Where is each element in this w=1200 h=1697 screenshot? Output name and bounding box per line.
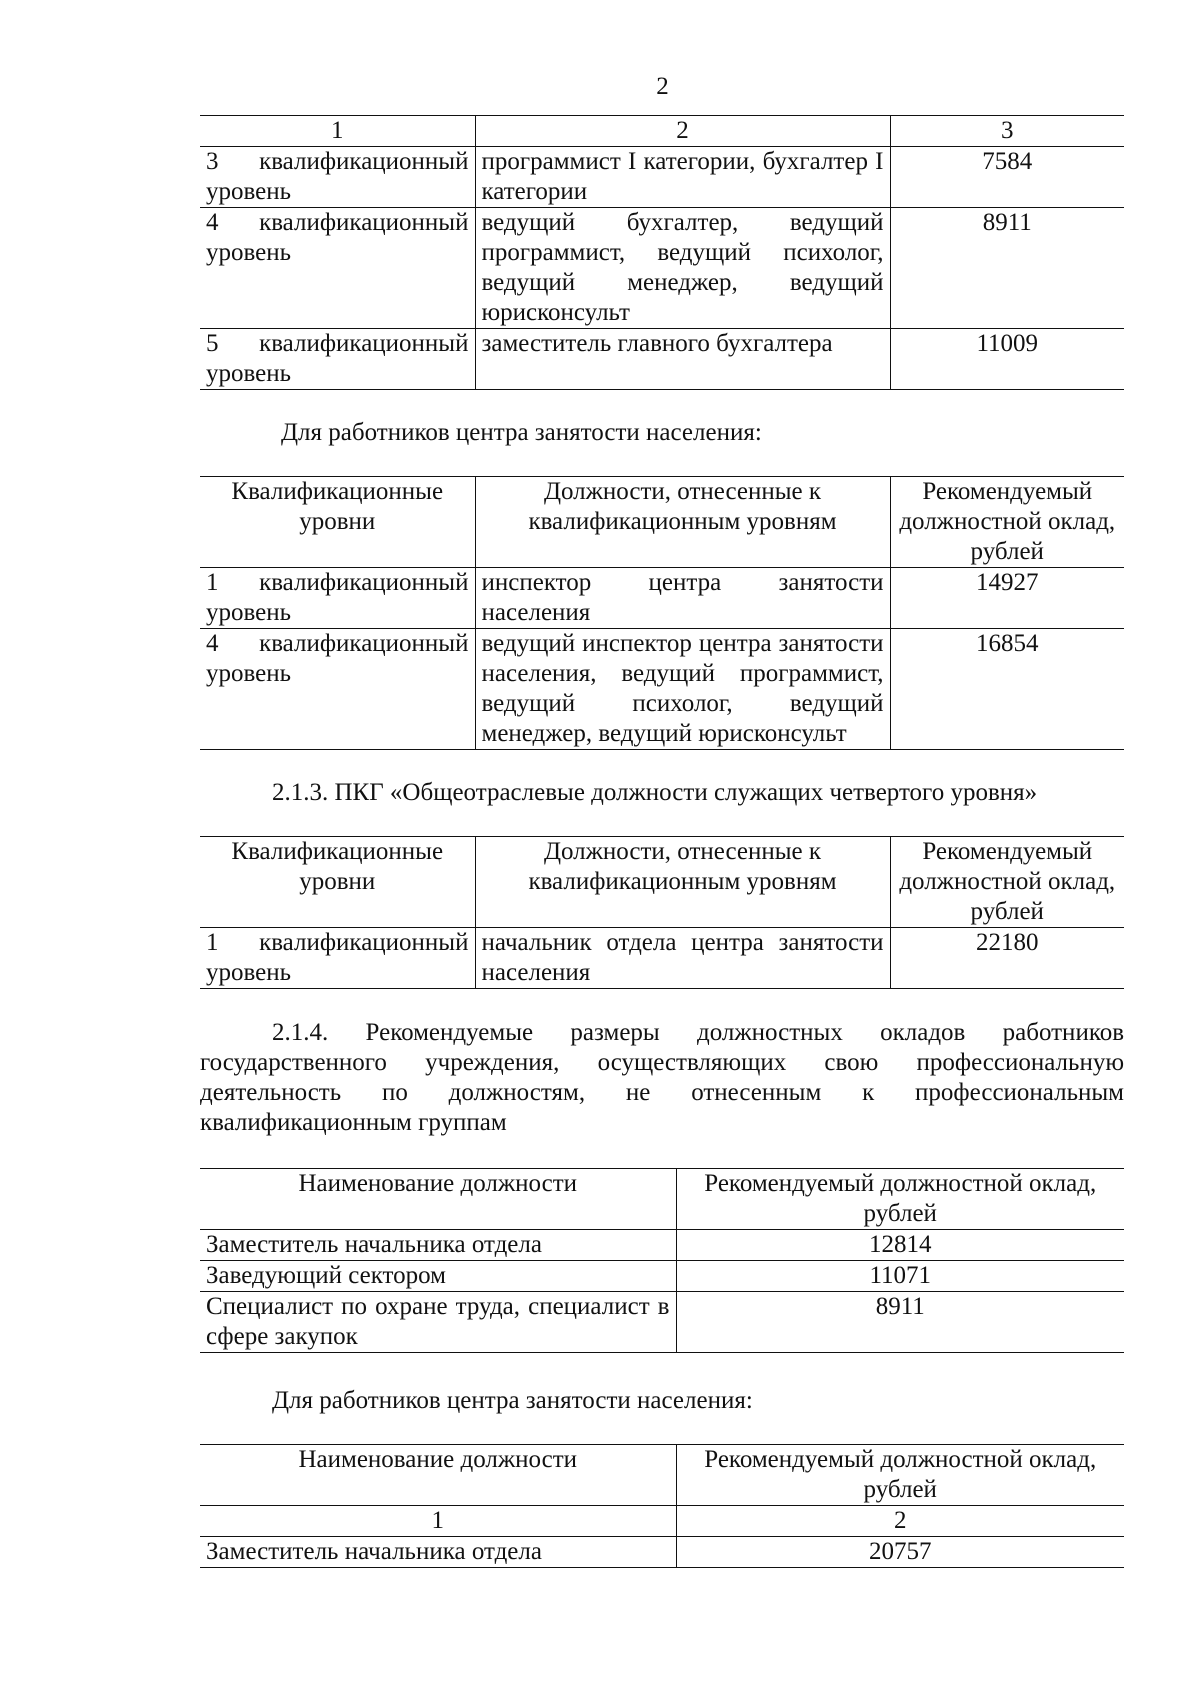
salary: 11071 (676, 1261, 1124, 1292)
header-salary: Рекомендуемый должностной оклад, рублей (676, 1169, 1124, 1230)
position-name: Заместитель начальника отдела (200, 1537, 676, 1568)
table-row (200, 1230, 1124, 1261)
table-header-row (200, 1445, 1124, 1506)
column-number: 3 (890, 116, 1124, 147)
column-number: 2 (475, 116, 890, 147)
header-position-name: Наименование должности (200, 1169, 676, 1230)
salary: 22180 (890, 928, 1124, 989)
column-number: 2 (676, 1506, 1124, 1537)
positions: программист I категории, бухгалтер I категории (475, 147, 890, 208)
salary: 8911 (890, 208, 1124, 329)
position-name: Заведующий сектором (200, 1261, 676, 1292)
positions: ведущий бухгалтер, ведущий программист, ведущий психолог, ведущий менеджер, ведущий юрисконсульт (475, 208, 890, 329)
salary: 14927 (890, 568, 1124, 629)
positions: инспектор центра занятости населения (475, 568, 890, 629)
header-positions: Должности, отнесенные к квалификационным уровням (475, 837, 890, 928)
section-heading: Для работников центра занятости населения: (272, 1387, 753, 1414)
salary-table-5 (200, 1444, 1124, 1568)
salary-table-1 (200, 115, 1124, 390)
salary: 12814 (676, 1230, 1124, 1261)
table-row (200, 629, 1124, 750)
position-name: Специалист по охране труда, специалист в сфере закупок (200, 1292, 676, 1353)
column-number: 1 (200, 116, 475, 147)
salary: 11009 (890, 329, 1124, 390)
header-levels: Квалификационные уровни (200, 477, 475, 568)
table-row (200, 208, 1124, 329)
qualification-level: 1 квалификационный уровень (200, 568, 475, 629)
qualification-level: 4 квалификационный уровень (200, 208, 475, 329)
qualification-level: 3 квалификационный уровень (200, 147, 475, 208)
salary-table-3 (200, 836, 1124, 989)
table-row (200, 928, 1124, 989)
table-header-row (200, 1169, 1124, 1230)
header-levels: Квалификационные уровни (200, 837, 475, 928)
salary: 8911 (676, 1292, 1124, 1353)
header-position-name: Наименование должности (200, 1445, 676, 1506)
table-header-row (200, 477, 1124, 568)
page-number: 2 (656, 73, 669, 100)
header-positions: Должности, отнесенные к квалификационным уровням (475, 477, 890, 568)
section-heading: Для работников центра занятости населения: (281, 419, 762, 446)
header-salary: Рекомендуемый должностной оклад, рублей (890, 477, 1124, 568)
positions: заместитель главного бухгалтера (475, 329, 890, 390)
table-row (200, 1292, 1124, 1353)
section-paragraph: 2.1.4. Рекомендуемые размеры должностных окладов работников государственного учреждения, осуществляющих свою профессиональную деятельность по должностям, не отнесенным к профессиональным квалификационным группам (200, 1019, 1124, 1136)
salary: 7584 (890, 147, 1124, 208)
salary-table-2 (200, 476, 1124, 750)
salary-table-4 (200, 1168, 1124, 1353)
column-number: 1 (200, 1506, 676, 1537)
qualification-level: 4 квалификационный уровень (200, 629, 475, 750)
qualification-level: 5 квалификационный уровень (200, 329, 475, 390)
table-header-row (200, 116, 1124, 147)
table-number-row (200, 1506, 1124, 1537)
header-salary: Рекомендуемый должностной оклад, рублей (890, 837, 1124, 928)
table-row (200, 1261, 1124, 1292)
table-row (200, 329, 1124, 390)
salary: 20757 (676, 1537, 1124, 1568)
table-row (200, 147, 1124, 208)
table-row (200, 1537, 1124, 1568)
table-row (200, 568, 1124, 629)
header-salary: Рекомендуемый должностной оклад, рублей (676, 1445, 1124, 1506)
positions: ведущий инспектор центра занятости населения, ведущий программист, ведущий психолог, ведущий менеджер, ведущий юрисконсульт (475, 629, 890, 750)
positions: начальник отдела центра занятости населения (475, 928, 890, 989)
salary: 16854 (890, 629, 1124, 750)
section-heading: 2.1.3. ПКГ «Общеотраслевые должности служащих четвертого уровня» (272, 779, 1038, 806)
position-name: Заместитель начальника отдела (200, 1230, 676, 1261)
table-header-row (200, 837, 1124, 928)
qualification-level: 1 квалификационный уровень (200, 928, 475, 989)
